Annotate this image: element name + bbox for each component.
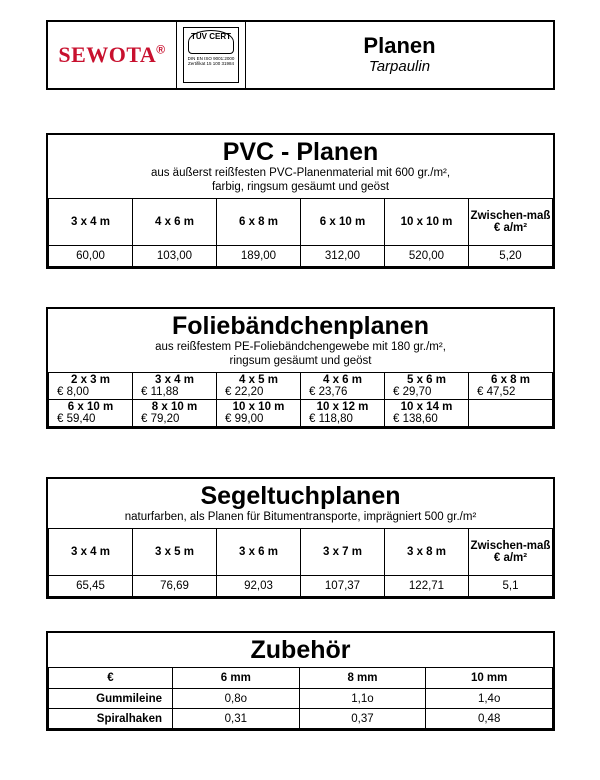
size-header-row [49,199,553,246]
pvc-price-table [48,198,553,267]
currency-header: € [49,668,173,689]
size-header: 3 x 6 m [217,529,301,576]
price-cell: 0,8o [173,689,300,709]
desc-line: aus reißfestem PE-Foliebändchengewebe mit 180 gr./m², [155,341,446,353]
price-cell: 122,71 [385,576,469,597]
accessory-header-row [49,668,553,689]
accessory-label: Gummileine [49,689,173,709]
price-cell: 76,69 [133,576,217,597]
cert-line: Zertifikat 15 100 31984 [187,61,235,67]
segel-section [46,477,555,599]
cert-cell [177,22,246,88]
price-cell: 312,00 [301,246,385,267]
price-cell: 107,37 [301,576,385,597]
zubehoer-section [46,631,555,731]
desc-line: ringsum gesäumt und geöst [229,355,372,367]
price-cell: 60,00 [49,246,133,267]
section-title: Zubehör [250,636,351,664]
size-header: Zwischen-maß € a/m² [469,199,553,246]
size-header: 3 x 8 m [385,529,469,576]
size-price-cell: 6 x 8 m € 47,52 [469,373,553,400]
price-cell: 0,31 [173,709,300,729]
pvc-section [46,133,555,269]
section-title: PVC - Planen [222,138,379,166]
price-row [49,373,553,400]
price-cell: 0,48 [426,709,553,729]
size-price-cell: 10 x 10 m € 99,00 [217,400,301,427]
tuv-cert-label: TÜV CERT [188,30,234,54]
size-header: 6 x 8 m [217,199,301,246]
accessory-label: Spiralhaken [49,709,173,729]
folie-section [46,307,555,429]
size-price-cell: 5 x 6 m € 29,70 [385,373,469,400]
price-cell: 0,37 [299,709,426,729]
price-cell: 5,1 [469,576,553,597]
size-header: 10 mm [426,668,553,689]
page-title: Planen [363,33,436,58]
tuv-cert-seal [183,27,239,83]
price-row [49,400,553,427]
size-price-cell: 10 x 14 m € 138,60 [385,400,469,427]
price-cell: 65,45 [49,576,133,597]
cert-line: DIN EN ISO 9001:2000 [187,56,235,61]
section-description [48,166,553,198]
section-title: Foliebändchenplanen [172,312,429,340]
price-row [49,246,553,267]
size-header: 4 x 6 m [133,199,217,246]
size-header: 3 x 4 m [49,529,133,576]
price-cell: 5,20 [469,246,553,267]
price-row [49,576,553,597]
page-header [46,20,555,90]
section-title: Segeltuchplanen [200,482,401,510]
size-header: 3 x 4 m [49,199,133,246]
size-header: 6 x 10 m [301,199,385,246]
section-description [48,510,553,528]
price-cell: 520,00 [385,246,469,267]
segel-price-table [48,528,553,597]
page-subtitle: Tarpaulin [368,58,431,75]
size-header: Zwischen-maß € a/m² [469,529,553,576]
size-price-cell: 2 x 3 m € 8,00 [49,373,133,400]
logo-cell [48,22,177,88]
desc-line: farbig, ringsum gesäumt und geöst [211,181,390,193]
price-cell: 92,03 [217,576,301,597]
empty-cell [469,400,553,427]
price-cell: 189,00 [217,246,301,267]
desc-line: aus äußerst reißfesten PVC-Planenmaterial mit 600 gr./m², [150,167,451,179]
size-header: 10 x 10 m [385,199,469,246]
size-header: 6 mm [173,668,300,689]
section-description [48,340,553,372]
size-price-cell: 8 x 10 m € 79,20 [133,400,217,427]
size-price-cell: 3 x 4 m € 11,88 [133,373,217,400]
price-cell: 1,1o [299,689,426,709]
desc-line: naturfarben, als Planen für Bitumentransporte, imprägniert 500 gr./m² [124,511,477,523]
size-price-cell: 6 x 10 m € 59,40 [49,400,133,427]
accessory-row [49,689,553,709]
price-cell: 103,00 [133,246,217,267]
header-title-cell [246,22,553,88]
size-header: 8 mm [299,668,426,689]
price-cell: 1,4o [426,689,553,709]
sewota-logo: SEWOTA® [58,42,166,67]
size-price-cell: 4 x 6 m € 23,76 [301,373,385,400]
size-header: 3 x 7 m [301,529,385,576]
zubehoer-price-table [48,667,553,729]
folie-price-table [48,372,553,427]
size-header: 3 x 5 m [133,529,217,576]
size-price-cell: 10 x 12 m € 118,80 [301,400,385,427]
size-header-row [49,529,553,576]
accessory-row [49,709,553,729]
size-price-cell: 4 x 5 m € 22,20 [217,373,301,400]
